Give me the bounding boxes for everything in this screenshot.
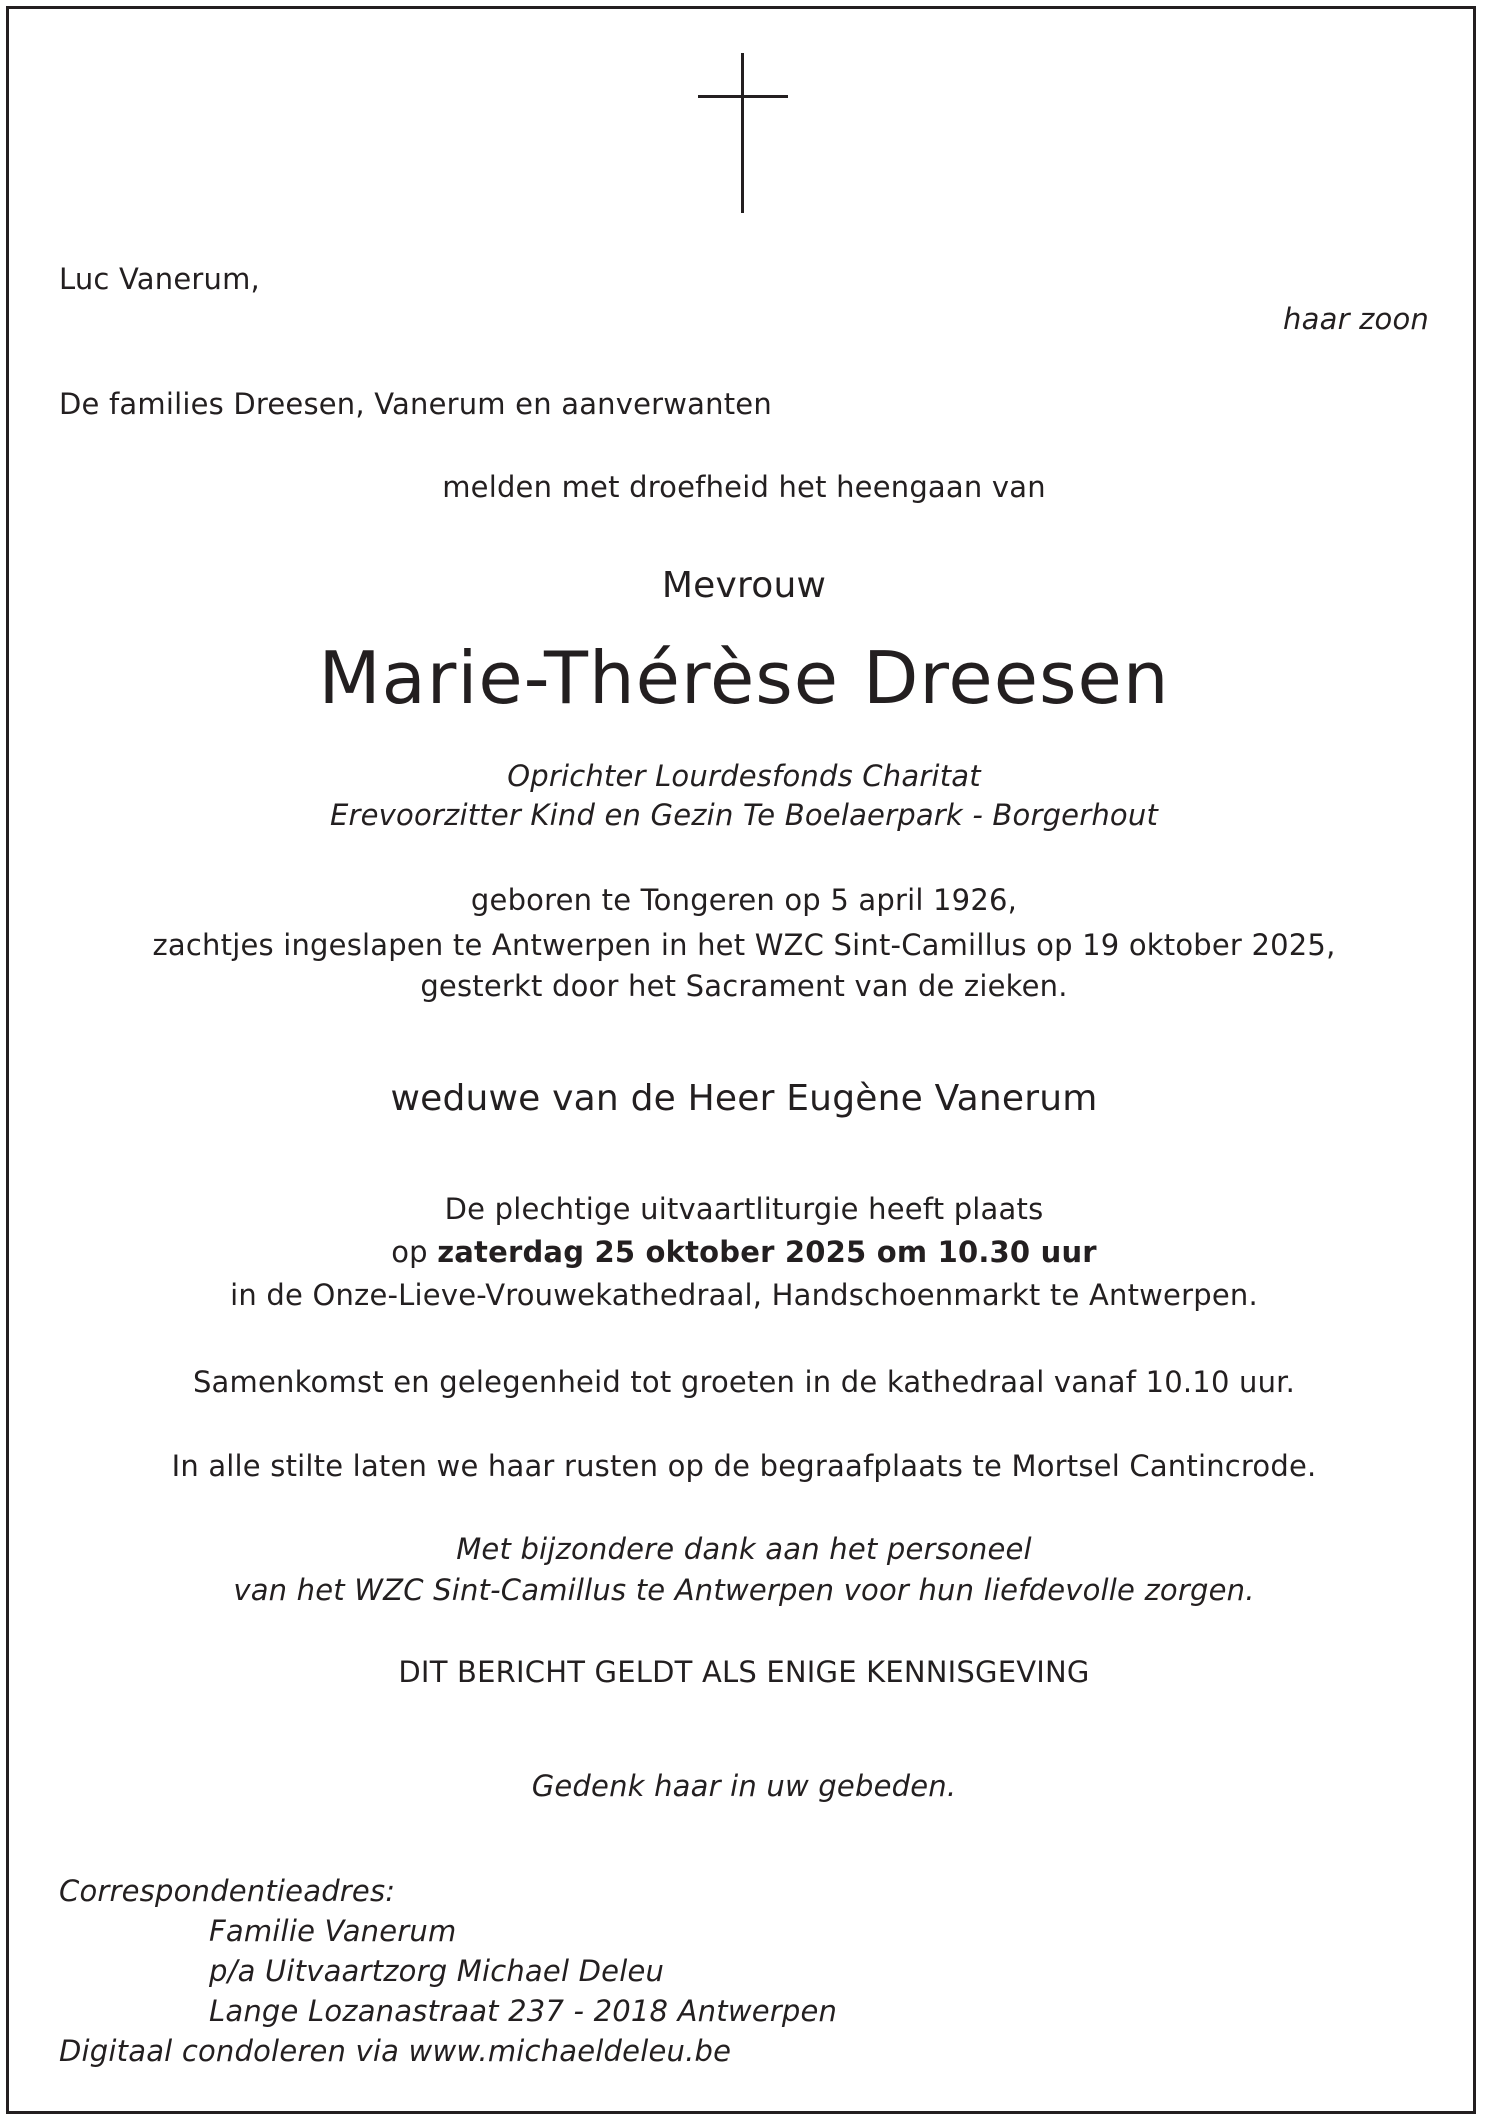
notice-line: DIT BERICHT GELDT ALS ENIGE KENNISGEVING bbox=[398, 1655, 1090, 1689]
thanks-line-2: van het WZC Sint-Camillus te Antwerpen voor hun liefdevolle zorgen. bbox=[233, 1573, 1255, 1607]
announcement-line: melden met droefheid het heengaan van bbox=[442, 470, 1046, 504]
correspondence-line-1: Familie Vanerum bbox=[209, 1914, 457, 1948]
funeral-date-bold: zaterdag 25 oktober 2025 om 10.30 uur bbox=[437, 1235, 1097, 1269]
sacrament-line: gesterkt door het Sacrament van de zieken. bbox=[420, 969, 1068, 1003]
online-condolence: Digitaal condoleren via www.michaeldeleu.be bbox=[59, 2034, 732, 2068]
thanks-line-1: Met bijzondere dank aan het personeel bbox=[456, 1532, 1032, 1566]
funeral-location: in de Onze-Lieve-Vrouwekathedraal, Handschoenmarkt te Antwerpen. bbox=[230, 1278, 1258, 1312]
deceased-title: Mevrouw bbox=[661, 565, 827, 606]
role-line-1: Oprichter Lourdesfonds Charitat bbox=[507, 759, 981, 793]
born-line: geboren te Tongeren op 5 april 1926, bbox=[470, 883, 1018, 917]
funeral-date-prefix: op bbox=[391, 1235, 438, 1269]
gathering-line: Samenkomst en gelegenheid tot groeten in de kathedraal vanaf 10.10 uur. bbox=[192, 1365, 1296, 1399]
widow-line: weduwe van de Heer Eugène Vanerum bbox=[390, 1078, 1098, 1119]
correspondence-label: Correspondentieadres: bbox=[59, 1874, 396, 1908]
correspondence-line-2: p/a Uitvaartzorg Michael Deleu bbox=[209, 1954, 665, 1988]
correspondence-line-3: Lange Lozanastraat 237 - 2018 Antwerpen bbox=[209, 1994, 838, 2028]
role-line-2: Erevoorzitter Kind en Gezin Te Boelaerpark - Borgerhout bbox=[329, 798, 1159, 832]
prayer-line: Gedenk haar in uw gebeden. bbox=[531, 1769, 957, 1803]
cross-icon bbox=[698, 53, 788, 213]
burial-line: In alle stilte laten we haar rusten op de begraafplaats te Mortsel Cantincrode. bbox=[171, 1449, 1317, 1483]
died-line: zachtjes ingeslapen te Antwerpen in het WZC Sint-Camillus op 19 oktober 2025, bbox=[152, 928, 1336, 962]
funeral-date bbox=[0, 1232, 1488, 1272]
families-line: De families Dreesen, Vanerum en aanverwanten bbox=[59, 387, 772, 421]
son-relation: haar zoon bbox=[1283, 302, 1429, 336]
son-name: Luc Vanerum, bbox=[59, 262, 260, 296]
funeral-intro: De plechtige uitvaartliturgie heeft plaats bbox=[444, 1192, 1044, 1226]
deceased-name: Marie-Thérèse Dreesen bbox=[318, 636, 1170, 720]
